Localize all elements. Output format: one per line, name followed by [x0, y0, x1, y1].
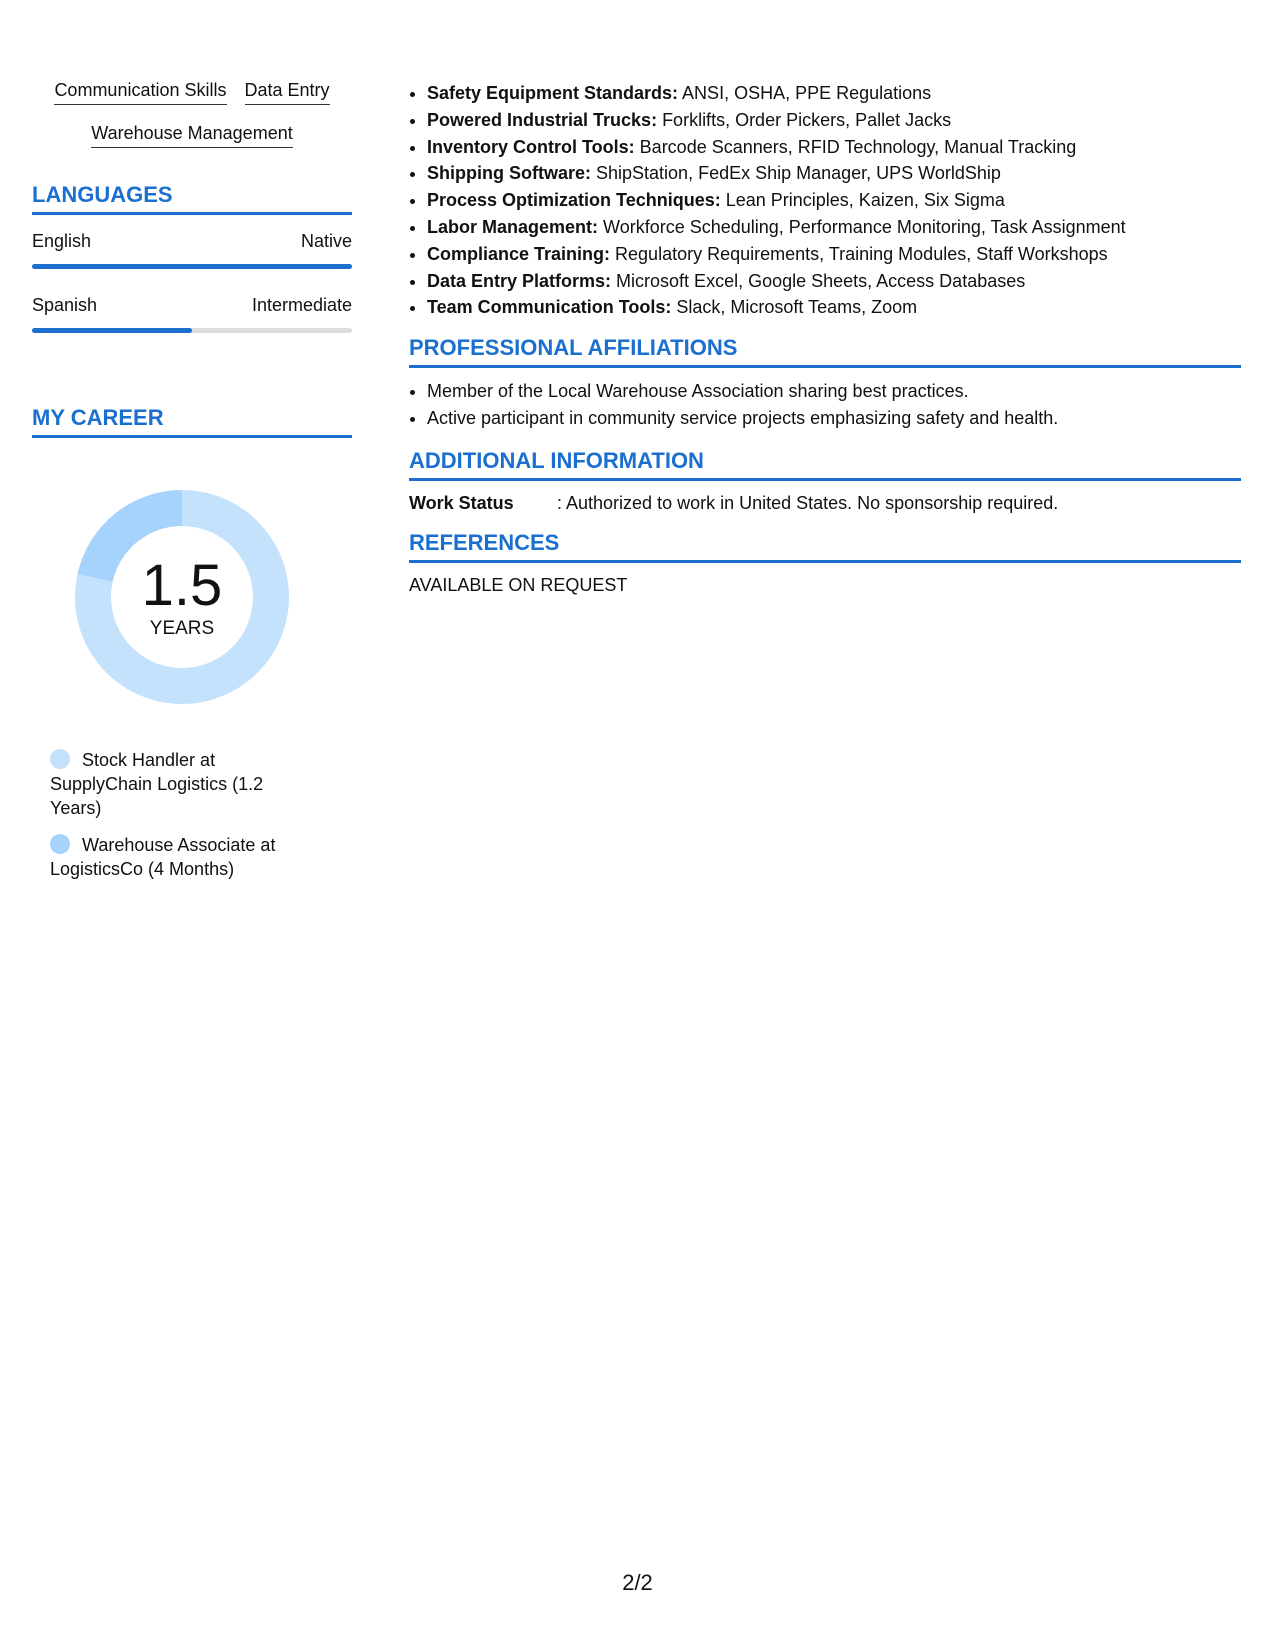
- tool-category: Safety Equipment Standards:: [427, 83, 679, 103]
- references-text: AVAILABLE ON REQUEST: [409, 574, 628, 595]
- career-legend-item: [50, 748, 300, 820]
- career-total-unit: YEARS: [149, 618, 215, 639]
- tool-values: Lean Principles, Kaizen, Six Sigma: [720, 190, 1005, 211]
- affiliations-list: [409, 378, 1241, 432]
- work-status-value: : Authorized to work in United States. No sponsorship required.: [557, 492, 1059, 513]
- languages-section: [32, 182, 352, 333]
- tool-item: [427, 160, 1241, 187]
- tool-category: Shipping Software:: [427, 163, 591, 184]
- skills-tags: [32, 80, 352, 148]
- career-legend-item: [50, 833, 300, 881]
- tool-category: Data Entry Platforms:: [427, 270, 612, 291]
- skills-tag-row: [32, 123, 352, 148]
- skill-tag: Communication Skills: [54, 80, 226, 105]
- career-donut-chart: [67, 482, 297, 712]
- tool-category: Process Optimization Techniques:: [427, 190, 721, 211]
- tool-values: Slack, Microsoft Teams, Zoom: [671, 297, 918, 318]
- additional-info-title: ADDITIONAL INFORMATION: [409, 448, 1241, 481]
- legend-dot-icon: [50, 749, 70, 769]
- languages-title: LANGUAGES: [32, 182, 352, 215]
- tool-values: Forklifts, Order Pickers, Pallet Jacks: [657, 109, 952, 130]
- career-total-years: 1.5: [141, 553, 223, 618]
- tool-item: [427, 214, 1241, 241]
- affiliation-item: • Member of the Local Warehouse Association sharing best practices.: [427, 378, 1241, 405]
- tool-item: [427, 241, 1241, 268]
- tool-item: [427, 80, 1241, 107]
- tools-list: [409, 80, 1241, 321]
- career-legend-label: Warehouse Associate at LogisticsCo (4 Months): [50, 835, 276, 879]
- affiliation-item: • Active participant in community service projects emphasizing safety and health.: [427, 405, 1241, 432]
- career-title: MY CAREER: [32, 405, 352, 438]
- references-title: REFERENCES: [409, 530, 1241, 563]
- language-level: Intermediate: [251, 295, 352, 315]
- tool-category: Compliance Training:: [427, 243, 611, 264]
- skill-tag: Data Entry: [245, 80, 330, 105]
- skills-tag-row: [32, 80, 352, 105]
- language-level: Native: [300, 231, 352, 251]
- tool-category: Inventory Control Tools:: [427, 136, 635, 157]
- language-proficiency-bar: [32, 328, 352, 333]
- language-proficiency-fill: [32, 264, 352, 269]
- career-legend: [50, 748, 300, 881]
- work-status-label: Work Status: [409, 492, 514, 513]
- page-number: 2/2: [622, 1570, 653, 1595]
- career-section: [32, 405, 352, 881]
- language-name: English: [32, 231, 92, 251]
- tool-item: [427, 187, 1241, 214]
- tool-values: Barcode Scanners, RFID Technology, Manual Tracking: [634, 136, 1077, 157]
- tool-category: Team Communication Tools:: [427, 297, 672, 318]
- language-item: [32, 295, 352, 333]
- tool-item: [427, 294, 1241, 321]
- tool-values: ShipStation, FedEx Ship Manager, UPS WorldShip: [591, 163, 1001, 184]
- career-legend-label: Stock Handler at SupplyChain Logistics (1.2 Years): [50, 750, 264, 818]
- language-name: Spanish: [32, 295, 98, 315]
- tool-values: Workforce Scheduling, Performance Monitoring, Task Assignment: [598, 216, 1126, 237]
- language-item: [32, 231, 352, 269]
- work-status-row: [409, 493, 1241, 514]
- tool-item: [427, 134, 1241, 161]
- affiliations-title: PROFESSIONAL AFFILIATIONS: [409, 335, 1241, 368]
- additional-info-section: [409, 448, 1241, 514]
- tool-values: Microsoft Excel, Google Sheets, Access Databases: [611, 270, 1026, 291]
- language-proficiency-fill: [32, 328, 192, 333]
- tool-item: [427, 107, 1241, 134]
- references-section: [409, 530, 1241, 596]
- legend-dot-icon: [50, 834, 70, 854]
- skill-tag: Warehouse Management: [91, 123, 292, 148]
- left-column: [32, 80, 352, 894]
- tool-values: Regulatory Requirements, Training Modules, Staff Workshops: [610, 243, 1108, 264]
- tool-item: [427, 268, 1241, 295]
- language-proficiency-bar: [32, 264, 352, 269]
- affiliations-section: [409, 335, 1241, 432]
- right-column: [409, 80, 1241, 596]
- tool-category: Powered Industrial Trucks:: [427, 109, 658, 130]
- tool-category: Labor Management:: [427, 216, 599, 237]
- tool-values: ANSI, OSHA, PPE Regulations: [678, 83, 932, 103]
